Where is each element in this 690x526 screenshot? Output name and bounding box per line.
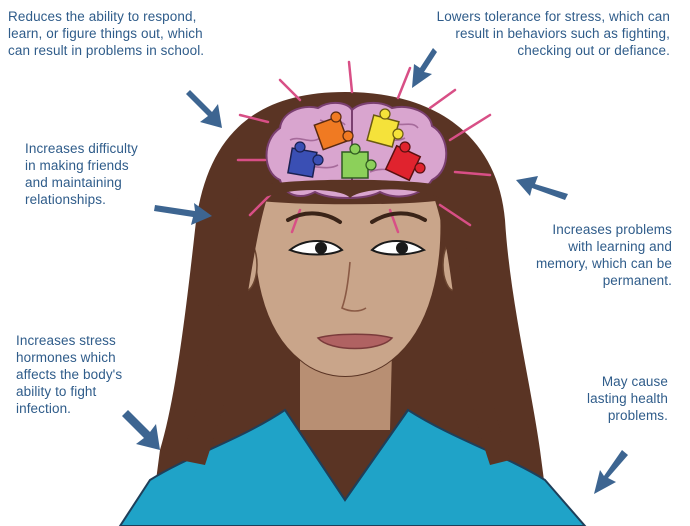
caption-stress-tolerance: Lowers tolerance for stress, which can result in behaviors such as fighting, checking out or defiance. <box>436 9 670 58</box>
caption-friendships: Increases difficulty in making friends and maintaining relationships. <box>25 141 138 207</box>
arrow-icon <box>186 90 222 128</box>
caption-stress-hormones: Increases stress hormones which affects the body's ability to fight infection. <box>16 333 123 416</box>
arrow-icon <box>594 450 628 494</box>
arrow-icon <box>516 176 568 200</box>
caption-health-problems: May cause lasting health problems. <box>587 374 668 423</box>
caption-respond: Reduces the ability to respond, learn, or figure things out, which can result in problems in school. <box>8 9 205 58</box>
caption-learning-memory: Increases problems with learning and memory, which can be permanent. <box>535 222 672 288</box>
